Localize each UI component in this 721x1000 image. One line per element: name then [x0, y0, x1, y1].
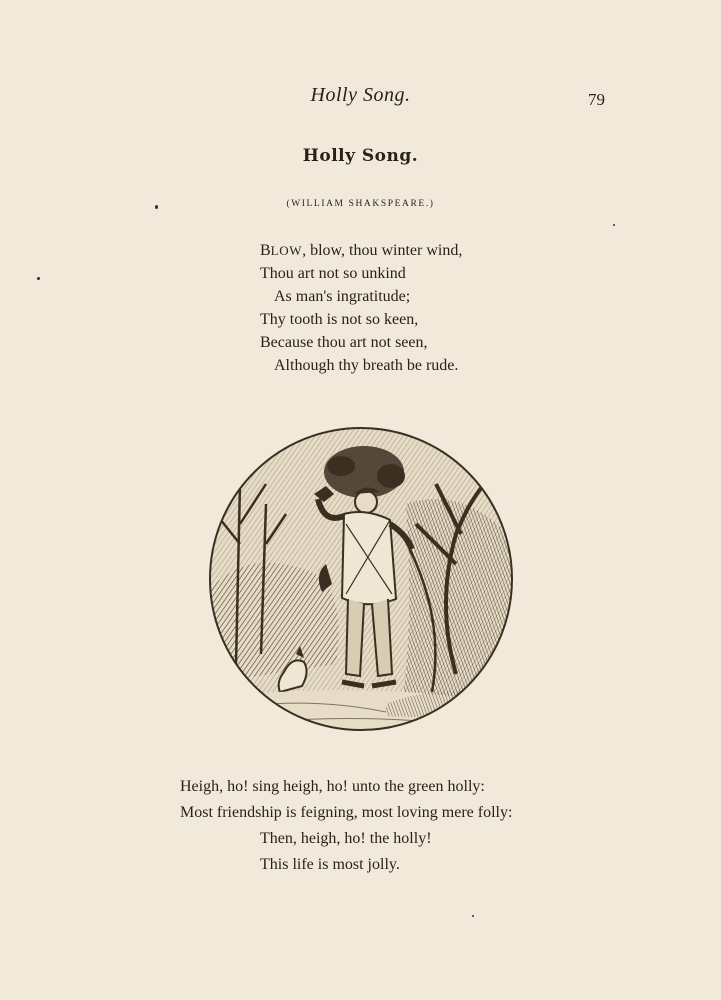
- poem-title: Holly Song.: [302, 146, 419, 166]
- poem-line: This life is most jolly.: [260, 856, 400, 873]
- smallcaps-word: LOW: [270, 243, 303, 258]
- engraving-illustration: [206, 424, 516, 734]
- paper-speck: [613, 224, 615, 226]
- first-line-rest: , blow, thou winter wind,: [302, 242, 463, 259]
- stanza-1: [260, 239, 462, 377]
- poem-line: Although thy breath be rude.: [274, 357, 459, 374]
- paper-speck: [472, 915, 474, 917]
- poem-line: Thou art not so unkind: [260, 265, 406, 282]
- poem-line: As man's ingratitude;: [274, 288, 411, 305]
- paper-speck: [155, 205, 158, 209]
- drop-initial: B: [260, 242, 271, 259]
- poem-line: Most friendship is feigning, most loving mere folly:: [180, 804, 513, 821]
- poem-line: Then, heigh, ho! the holly!: [260, 830, 432, 847]
- poem-author: (WILLIAM SHAKSPEARE.): [286, 199, 435, 209]
- page-number: 79: [588, 90, 605, 109]
- poem-line: Because thou art not seen,: [260, 334, 428, 351]
- stanza-2: [180, 774, 512, 878]
- running-head: Holly Song.: [310, 84, 411, 106]
- poem-line: Thy tooth is not so keen,: [260, 311, 419, 328]
- poem-line: Heigh, ho! sing heigh, ho! unto the green holly:: [180, 778, 485, 795]
- paper-speck: [37, 277, 40, 280]
- poem-line: [260, 239, 462, 262]
